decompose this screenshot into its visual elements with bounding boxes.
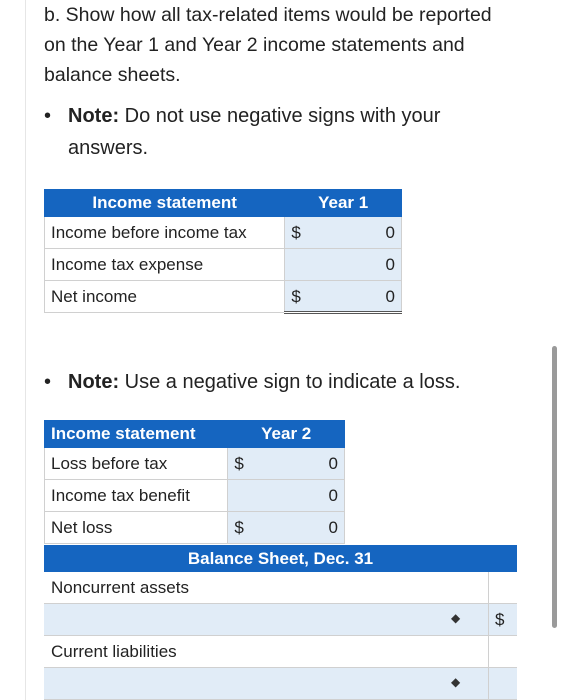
dollar-sign: $ — [495, 610, 505, 629]
note-text: Use a negative sign to indicate a loss. — [119, 371, 461, 393]
note-label: Note: — [68, 105, 120, 127]
income-statement-year2-table — [44, 420, 345, 544]
net-loss-input[interactable] — [228, 512, 345, 544]
bullet-icon: • — [44, 371, 52, 393]
row-label: Income before income tax — [45, 217, 285, 249]
dollar-sign: $ — [291, 287, 301, 306]
table-row — [45, 281, 402, 313]
dollar-sign: $ — [291, 223, 301, 242]
balance-sheet-table — [44, 545, 517, 700]
row-label: Income tax expense — [45, 249, 285, 281]
row-label: Income tax benefit — [45, 480, 228, 512]
income-statement-year1-table — [44, 189, 402, 314]
cell-value: 0 — [385, 287, 395, 306]
noncurrent-assets-dropdown-row[interactable] — [44, 604, 517, 636]
cell-value: 0 — [385, 223, 395, 242]
scrollbar[interactable] — [552, 346, 557, 628]
table-row — [45, 448, 345, 480]
dollar-sign: $ — [234, 454, 244, 473]
table-row — [45, 217, 402, 249]
row-label: Net income — [45, 281, 285, 313]
noncurrent-assets-label: Noncurrent assets — [51, 578, 189, 597]
column-header-income-statement: Income statement — [45, 421, 228, 448]
table-row — [45, 249, 402, 281]
cell-value: 0 — [328, 454, 338, 473]
column-header-year1: Year 1 — [285, 190, 402, 217]
income-tax-expense-input[interactable] — [285, 249, 402, 281]
left-panel-border — [0, 0, 26, 700]
question-text: b. Show how all tax-related items would be reported on the Year 1 and Year 2 income statements and balance sheets. — [44, 4, 492, 86]
row-label: Loss before tax — [45, 448, 228, 480]
bullet-icon: • — [44, 105, 52, 127]
note-no-negative — [44, 100, 524, 164]
note-text: Do not use negative signs with your answers. — [68, 105, 441, 159]
cell-value: 0 — [328, 518, 338, 537]
column-header-year2: Year 2 — [228, 421, 345, 448]
cell-value: 0 — [328, 486, 338, 505]
row-label: Net loss — [45, 512, 228, 544]
column-divider — [488, 604, 489, 635]
loss-before-tax-input[interactable] — [228, 448, 345, 480]
current-liabilities-label: Current liabilities — [51, 642, 177, 661]
balance-sheet-title: Balance Sheet, Dec. 31 — [44, 545, 517, 572]
note-negative-loss — [44, 366, 524, 398]
cell-value: 0 — [385, 255, 395, 274]
income-tax-benefit-input[interactable] — [228, 480, 345, 512]
dropdown-spinner-icon[interactable]: ◆ — [451, 611, 459, 625]
note-label: Note: — [68, 371, 120, 393]
column-divider — [488, 572, 489, 603]
table-row — [44, 636, 517, 668]
net-income-input[interactable] — [285, 281, 402, 313]
column-header-income-statement: Income statement — [45, 190, 285, 217]
dropdown-spinner-icon[interactable]: ◆ — [451, 675, 459, 689]
dollar-sign: $ — [234, 518, 244, 537]
column-divider — [488, 636, 489, 667]
income-before-tax-input[interactable] — [285, 217, 402, 249]
column-divider — [488, 668, 489, 699]
table-row — [44, 572, 517, 604]
current-liabilities-dropdown-row[interactable] — [44, 668, 517, 700]
table-row — [45, 512, 345, 544]
table-row — [45, 480, 345, 512]
